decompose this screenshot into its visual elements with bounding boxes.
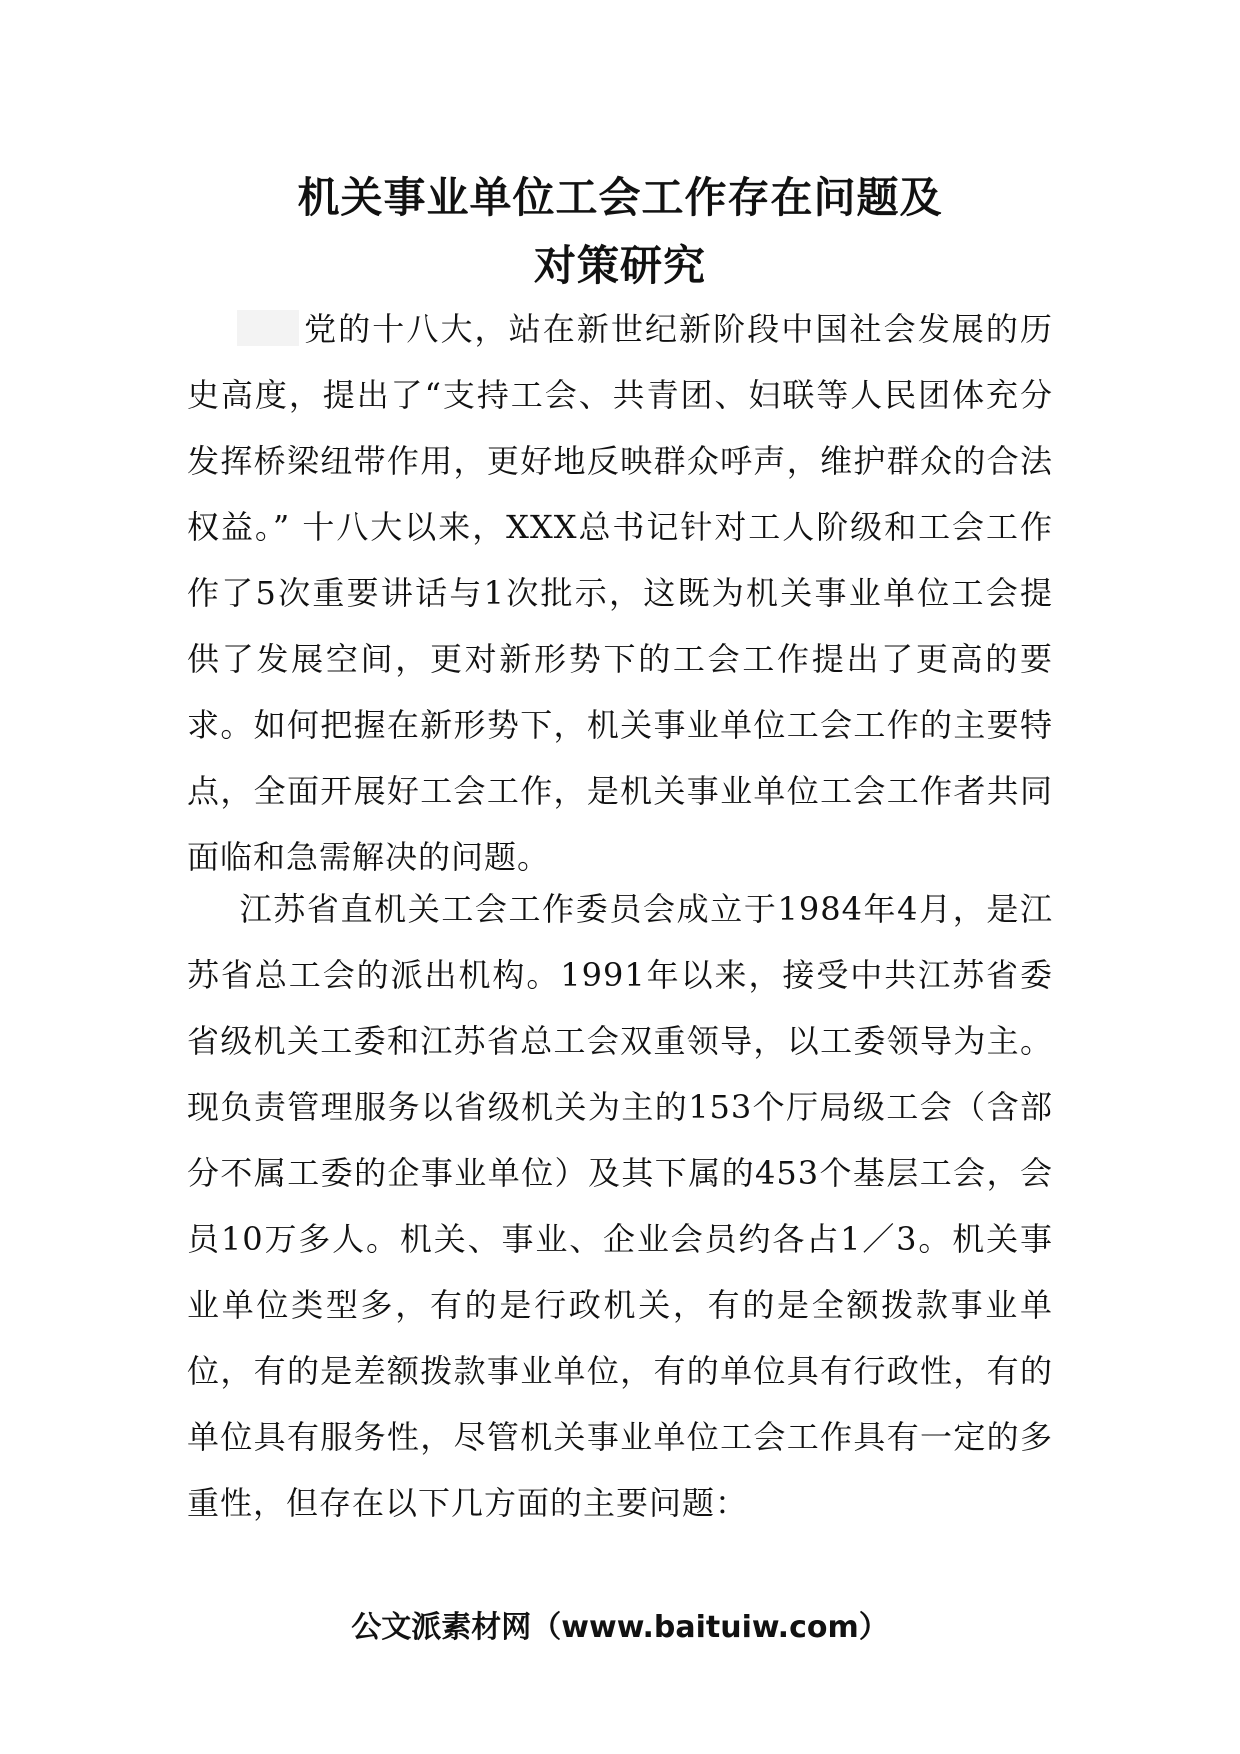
document-title-line1: 机关事业单位工会工作存在问题及 [297,173,943,222]
document-title-line2: 对策研究 [533,241,706,290]
redaction-mask [237,310,299,346]
paragraph-2 [187,876,1053,1536]
paragraph-2-text: 江苏省直机关工会工作委员会成立于1984年4月，是江苏省总工会的派出机构。1991年以来，接受中共江苏省委省级机关工委和江苏省总工会双重领导，以工委领导为主。现负责管理服务以省级机关为主的153个厅局级工会（含部分不属工委的企事业单位）及其下属的453个基层工会，会员10万多人。机关、事业、企业会员约各占1／3。机关事业单位类型多，有的是行政机关，有的是全额拨款事业单位，有的是差额拨款事业单位，有的单位具有行政性，有的单位具有服务性，尽管机关事业单位工会工作具有一定的多重性，但存在以下几方面的主要问题： [187,890,1053,1522]
paragraph-1-text: 党的十八大，站在新世纪新阶段中国社会发展的历史高度，提出了“支持工会、共青团、妇联等人民团体充分发挥桥梁纽带作用，更好地反映群众呼声，维护群众的合法权益。” 十八大以来，XXX总书记针对工人阶级和工会工作作了5次重要讲话与1次批示，这既为机关事业单位工会提供了发展空间，更对新形势下的工会工作提出了更高的要求。如何把握在新形势下，机关事业单位工会工作的主要特点，全面开展好工会工作，是机关事业单位工会工作者共同面临和急需解决的问题。 [187,310,1053,876]
footer-source: 公文派素材网（www.baituiw.com） [351,1610,889,1645]
paragraph-1 [187,296,1053,890]
